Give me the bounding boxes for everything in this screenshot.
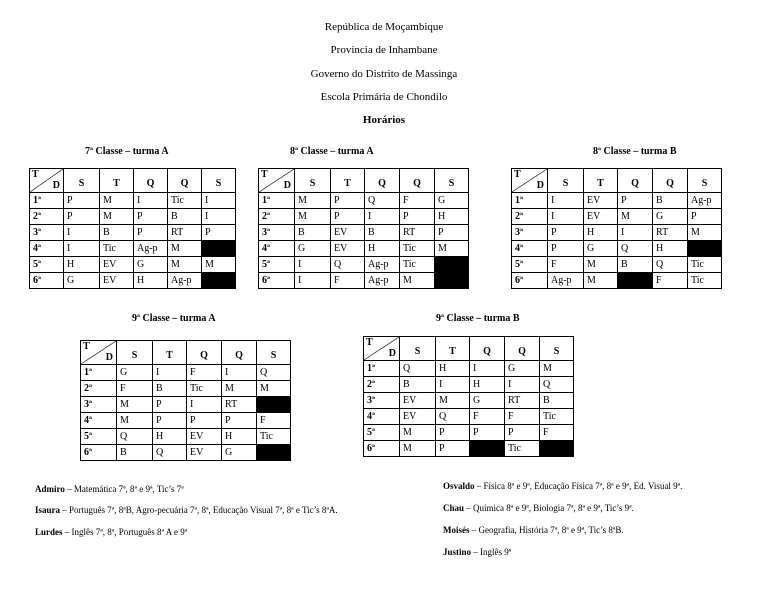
subject-cell: F [187, 365, 222, 381]
period-label: 2ª [364, 377, 400, 393]
period-label: 2ª [259, 209, 295, 225]
corner-label-bottom: D [536, 180, 544, 191]
day-header: S [548, 169, 584, 193]
school-line: Escola Primária de Chondilo [320, 91, 448, 103]
subject-cell: M [295, 193, 331, 209]
day-header: S [435, 169, 469, 193]
subject-cell: Q [365, 193, 400, 209]
country-line: República de Moçambique [324, 21, 444, 33]
period-label: 4ª [30, 241, 64, 257]
subject-cell: F [117, 381, 153, 397]
subject-cell: I [365, 209, 400, 225]
subject-cell: P [618, 193, 653, 209]
day-header: S [540, 337, 574, 361]
subject-cell: I [470, 361, 505, 377]
period-label: 3ª [81, 397, 117, 413]
subject-cell: RT [653, 225, 688, 241]
period-label: 1ª [259, 193, 295, 209]
table-row [30, 209, 236, 225]
subject-cell: EV [400, 409, 436, 425]
subject-cell: H [64, 257, 100, 273]
subject-cell: P [134, 225, 168, 241]
table-row [259, 257, 469, 273]
teacher-entry [35, 527, 187, 537]
day-header: S [688, 169, 722, 193]
subject-cell: M [295, 209, 331, 225]
subject-cell: RT [400, 225, 435, 241]
table-header-row [259, 169, 469, 193]
subject-cell: Q [331, 257, 365, 273]
table-row [30, 241, 236, 257]
day-header: Q [134, 169, 168, 193]
period-label: 4ª [512, 241, 548, 257]
period-label: 6ª [364, 441, 400, 457]
table-row [364, 377, 574, 393]
teacher-entry [443, 525, 624, 535]
subject-cell: Ag-p [365, 273, 400, 289]
subject-cell: EV [400, 393, 436, 409]
subject-cell: M [168, 257, 202, 273]
subject-cell: F [505, 409, 540, 425]
teacher-entry [35, 505, 338, 515]
subject-cell: M [222, 381, 257, 397]
table-row [30, 225, 236, 241]
subject-cell: Tic [168, 193, 202, 209]
day-header: T [153, 341, 187, 365]
subject-cell: H [153, 429, 187, 445]
subject-cell: P [331, 193, 365, 209]
subject-cell: Q [117, 429, 153, 445]
corner-label-bottom: D [105, 352, 113, 363]
subject-cell: P [688, 209, 722, 225]
subject-cell: I [618, 225, 653, 241]
subject-cell: EV [331, 225, 365, 241]
schedule-title: 8ª Classe – turma A [290, 146, 374, 157]
day-header: S [64, 169, 100, 193]
schedule-table [80, 340, 291, 461]
table-row [259, 225, 469, 241]
period-label: 1ª [30, 193, 64, 209]
subject-cell: G [117, 365, 153, 381]
schedule-title: 9ª Classe – turma A [132, 313, 216, 324]
table-row [364, 361, 574, 377]
subject-cell: P [187, 413, 222, 429]
day-header: Q [653, 169, 688, 193]
table-row [512, 241, 722, 257]
subject-cell: G [505, 361, 540, 377]
subject-cell: Tic [505, 441, 540, 457]
teacher-entry [35, 484, 184, 494]
subject-cell: P [505, 425, 540, 441]
subject-cell: H [584, 225, 618, 241]
subject-cell: P [64, 193, 100, 209]
teacher-name: Admiro [35, 484, 65, 494]
subject-cell: F [400, 193, 435, 209]
subject-cell: I [505, 377, 540, 393]
day-header: Q [168, 169, 202, 193]
subject-cell: G [435, 193, 469, 209]
table-row [364, 409, 574, 425]
subject-cell: RT [222, 397, 257, 413]
schedule-title: 7ª Classe – turma A [85, 146, 169, 157]
subject-cell: M [584, 273, 618, 289]
subject-cell: Ag-p [365, 257, 400, 273]
day-header: S [400, 337, 436, 361]
teacher-name: Isaura [35, 505, 61, 515]
subject-cell: B [117, 445, 153, 461]
subject-cell: G [653, 209, 688, 225]
table-row [30, 257, 236, 273]
subject-cell: Q [653, 257, 688, 273]
blocked-cell [540, 441, 574, 457]
table-row [512, 273, 722, 289]
subject-cell: M [618, 209, 653, 225]
subject-cell: EV [100, 257, 134, 273]
teacher-subjects: – Geografia, História 7ª, 8ª e 9ª, Tic’s 8ªB. [469, 525, 624, 535]
teacher-name: Osvaldo [443, 481, 475, 491]
subject-cell: RT [505, 393, 540, 409]
province-line: Província de Inhambane [330, 44, 438, 56]
table-row [364, 425, 574, 441]
subject-cell: I [64, 225, 100, 241]
subject-cell: I [436, 377, 470, 393]
table-row [81, 445, 291, 461]
subject-cell: P [64, 209, 100, 225]
subject-cell: G [470, 393, 505, 409]
subject-cell: Tic [688, 273, 722, 289]
subject-cell: Tic [400, 241, 435, 257]
teacher-subjects: – Inglês 9ª [471, 547, 512, 557]
table-header-row [364, 337, 574, 361]
subject-cell: P [470, 425, 505, 441]
subject-cell: EV [187, 445, 222, 461]
subject-cell: M [202, 257, 236, 273]
day-header: T [584, 169, 618, 193]
subject-cell: Tic [257, 429, 291, 445]
subject-cell: EV [100, 273, 134, 289]
schedule-title: 9ª Classe – turma B [436, 313, 520, 324]
subject-cell: P [548, 241, 584, 257]
table-row [259, 241, 469, 257]
teacher-entry [443, 547, 511, 557]
subject-cell: M [117, 397, 153, 413]
subject-cell: I [134, 193, 168, 209]
subject-cell: Tic [688, 257, 722, 273]
subject-cell: M [584, 257, 618, 273]
corner-label-bottom: D [283, 180, 291, 191]
period-label: 5ª [81, 429, 117, 445]
subject-cell: F [653, 273, 688, 289]
subject-cell: B [153, 381, 187, 397]
subject-cell: EV [187, 429, 222, 445]
teacher-subjects: – Inglês 7ª, 8ª, Português 8ª A e 9ª [62, 527, 188, 537]
subject-cell: F [257, 413, 291, 429]
schedule-title: 8ª Classe – turma B [593, 146, 677, 157]
corner-label-top: T [366, 337, 373, 348]
corner-label-top: T [32, 169, 39, 180]
subject-cell: Q [540, 377, 574, 393]
blocked-cell [202, 241, 236, 257]
subject-cell: P [222, 413, 257, 429]
subject-cell: I [295, 273, 331, 289]
subject-cell: G [584, 241, 618, 257]
subject-cell: M [688, 225, 722, 241]
table-header-row [512, 169, 722, 193]
teacher-entry [443, 481, 682, 491]
subject-cell: M [117, 413, 153, 429]
blocked-cell [257, 445, 291, 461]
day-header: T [331, 169, 365, 193]
table-row [364, 441, 574, 457]
corner-label-bottom: D [388, 348, 396, 359]
table-header-row [30, 169, 236, 193]
period-label: 5ª [30, 257, 64, 273]
subject-cell: Q [400, 361, 436, 377]
subject-cell: P [435, 225, 469, 241]
table-row [30, 193, 236, 209]
subject-cell: P [331, 209, 365, 225]
corner-label-top: T [514, 169, 521, 180]
subject-cell: P [436, 425, 470, 441]
blocked-cell [688, 241, 722, 257]
table-row [81, 365, 291, 381]
subject-cell: H [134, 273, 168, 289]
subject-cell: B [295, 225, 331, 241]
subject-cell: B [653, 193, 688, 209]
corner-cell [259, 169, 295, 193]
table-row [259, 193, 469, 209]
subject-cell: G [134, 257, 168, 273]
teacher-subjects: – Matemática 7ª, 8ª e 9ª, Tic’s 7ª [64, 484, 184, 494]
period-label: 2ª [512, 209, 548, 225]
subject-cell: RT [168, 225, 202, 241]
subject-cell: F [548, 257, 584, 273]
subject-cell: P [548, 225, 584, 241]
table-header-row [81, 341, 291, 365]
teacher-entry [443, 503, 634, 513]
corner-cell [30, 169, 64, 193]
blocked-cell [435, 273, 469, 289]
subject-cell: H [222, 429, 257, 445]
period-label: 4ª [259, 241, 295, 257]
period-label: 2ª [30, 209, 64, 225]
blocked-cell [435, 257, 469, 273]
subject-cell: P [134, 209, 168, 225]
period-label: 6ª [259, 273, 295, 289]
subject-cell: M [436, 393, 470, 409]
subject-cell: Q [153, 445, 187, 461]
subject-cell: Tic [100, 241, 134, 257]
period-label: 6ª [512, 273, 548, 289]
table-row [81, 381, 291, 397]
schedule-table [29, 168, 236, 289]
day-header: Q [470, 337, 505, 361]
subject-cell: M [400, 441, 436, 457]
day-header: S [257, 341, 291, 365]
corner-cell [512, 169, 548, 193]
subject-cell: B [400, 377, 436, 393]
day-header: S [117, 341, 153, 365]
subject-cell: M [400, 425, 436, 441]
day-header: Q [187, 341, 222, 365]
corner-label-top: T [261, 169, 268, 180]
subject-cell: P [436, 441, 470, 457]
day-header: T [100, 169, 134, 193]
period-label: 6ª [81, 445, 117, 461]
subject-cell: M [100, 209, 134, 225]
blocked-cell [470, 441, 505, 457]
subject-cell: Tic [540, 409, 574, 425]
subject-cell: Tic [400, 257, 435, 273]
subject-cell: F [540, 425, 574, 441]
subject-cell: Ag-p [134, 241, 168, 257]
period-label: 5ª [259, 257, 295, 273]
period-label: 6ª [30, 273, 64, 289]
period-label: 3ª [364, 393, 400, 409]
day-header: Q [400, 169, 435, 193]
subject-cell: G [64, 273, 100, 289]
subject-cell: H [435, 209, 469, 225]
table-row [81, 413, 291, 429]
table-row [512, 193, 722, 209]
table-row [512, 257, 722, 273]
subject-cell: I [295, 257, 331, 273]
period-label: 4ª [81, 413, 117, 429]
day-header: S [202, 169, 236, 193]
day-header: Q [618, 169, 653, 193]
period-label: 1ª [512, 193, 548, 209]
subject-cell: EV [331, 241, 365, 257]
teacher-name: Chau [443, 503, 465, 513]
subject-cell: I [548, 209, 584, 225]
subject-cell: EV [584, 193, 618, 209]
subject-cell: P [202, 225, 236, 241]
subject-cell: I [64, 241, 100, 257]
subject-cell: H [653, 241, 688, 257]
day-header: Q [222, 341, 257, 365]
schedule-table [363, 336, 574, 457]
table-row [512, 225, 722, 241]
table-row [30, 273, 236, 289]
subject-cell: G [222, 445, 257, 461]
corner-cell [81, 341, 117, 365]
table-row [259, 273, 469, 289]
subject-cell: I [153, 365, 187, 381]
subject-cell: I [548, 193, 584, 209]
subject-cell: P [400, 209, 435, 225]
period-label: 5ª [512, 257, 548, 273]
district-line: Governo do Distrito de Massinga [310, 68, 458, 80]
subject-cell: Ag-p [688, 193, 722, 209]
subject-cell: B [618, 257, 653, 273]
teacher-name: Justino [443, 547, 472, 557]
period-label: 3ª [512, 225, 548, 241]
schedule-table [511, 168, 722, 289]
table-row [364, 393, 574, 409]
subject-cell: H [436, 361, 470, 377]
table-row [259, 209, 469, 225]
subject-cell: B [100, 225, 134, 241]
period-label: 5ª [364, 425, 400, 441]
subject-cell: Ag-p [548, 273, 584, 289]
subject-cell: B [168, 209, 202, 225]
subject-cell: Q [257, 365, 291, 381]
subject-cell: M [168, 241, 202, 257]
subject-cell: P [153, 397, 187, 413]
table-row [81, 397, 291, 413]
schedule-table [258, 168, 469, 289]
corner-label-bottom: D [52, 180, 60, 191]
subject-cell: Ag-p [168, 273, 202, 289]
subject-cell: B [540, 393, 574, 409]
teacher-subjects: – Física 8ª e 9ª, Educação Física 7ª, 8ª e 9ª, Ed. Visual 9ª. [474, 481, 683, 491]
page-title: Horários [362, 114, 406, 126]
period-label: 1ª [364, 361, 400, 377]
subject-cell: Tic [187, 381, 222, 397]
subject-cell: I [187, 397, 222, 413]
period-label: 3ª [30, 225, 64, 241]
subject-cell: EV [584, 209, 618, 225]
subject-cell: M [100, 193, 134, 209]
subject-cell: M [257, 381, 291, 397]
table-row [81, 429, 291, 445]
subject-cell: Q [436, 409, 470, 425]
subject-cell: I [202, 193, 236, 209]
subject-cell: H [365, 241, 400, 257]
subject-cell: F [470, 409, 505, 425]
subject-cell: H [470, 377, 505, 393]
period-label: 4ª [364, 409, 400, 425]
day-header: S [295, 169, 331, 193]
blocked-cell [618, 273, 653, 289]
subject-cell: M [435, 241, 469, 257]
subject-cell: F [331, 273, 365, 289]
day-header: T [436, 337, 470, 361]
period-label: 2ª [81, 381, 117, 397]
teacher-name: Moisés [443, 525, 470, 535]
period-label: 3ª [259, 225, 295, 241]
table-row [512, 209, 722, 225]
day-header: Q [505, 337, 540, 361]
corner-cell [364, 337, 400, 361]
teacher-subjects: – Português 7ª, 8ªB, Agro-pecuária 7ª, 8ª, Educação Visual 7ª, 8ª e Tic’s 8ªA. [60, 505, 338, 515]
blocked-cell [257, 397, 291, 413]
subject-cell: Q [618, 241, 653, 257]
subject-cell: P [153, 413, 187, 429]
subject-cell: M [400, 273, 435, 289]
subject-cell: I [222, 365, 257, 381]
corner-label-top: T [83, 341, 90, 352]
subject-cell: B [365, 225, 400, 241]
day-header: Q [365, 169, 400, 193]
subject-cell: M [540, 361, 574, 377]
subject-cell: I [202, 209, 236, 225]
period-label: 1ª [81, 365, 117, 381]
subject-cell: G [295, 241, 331, 257]
teacher-subjects: – Química 8ª e 9ª, Biologia 7ª, 8ª e 9ª, Tic’s 9ª. [464, 503, 634, 513]
blocked-cell [202, 273, 236, 289]
teacher-name: Lurdes [35, 527, 63, 537]
